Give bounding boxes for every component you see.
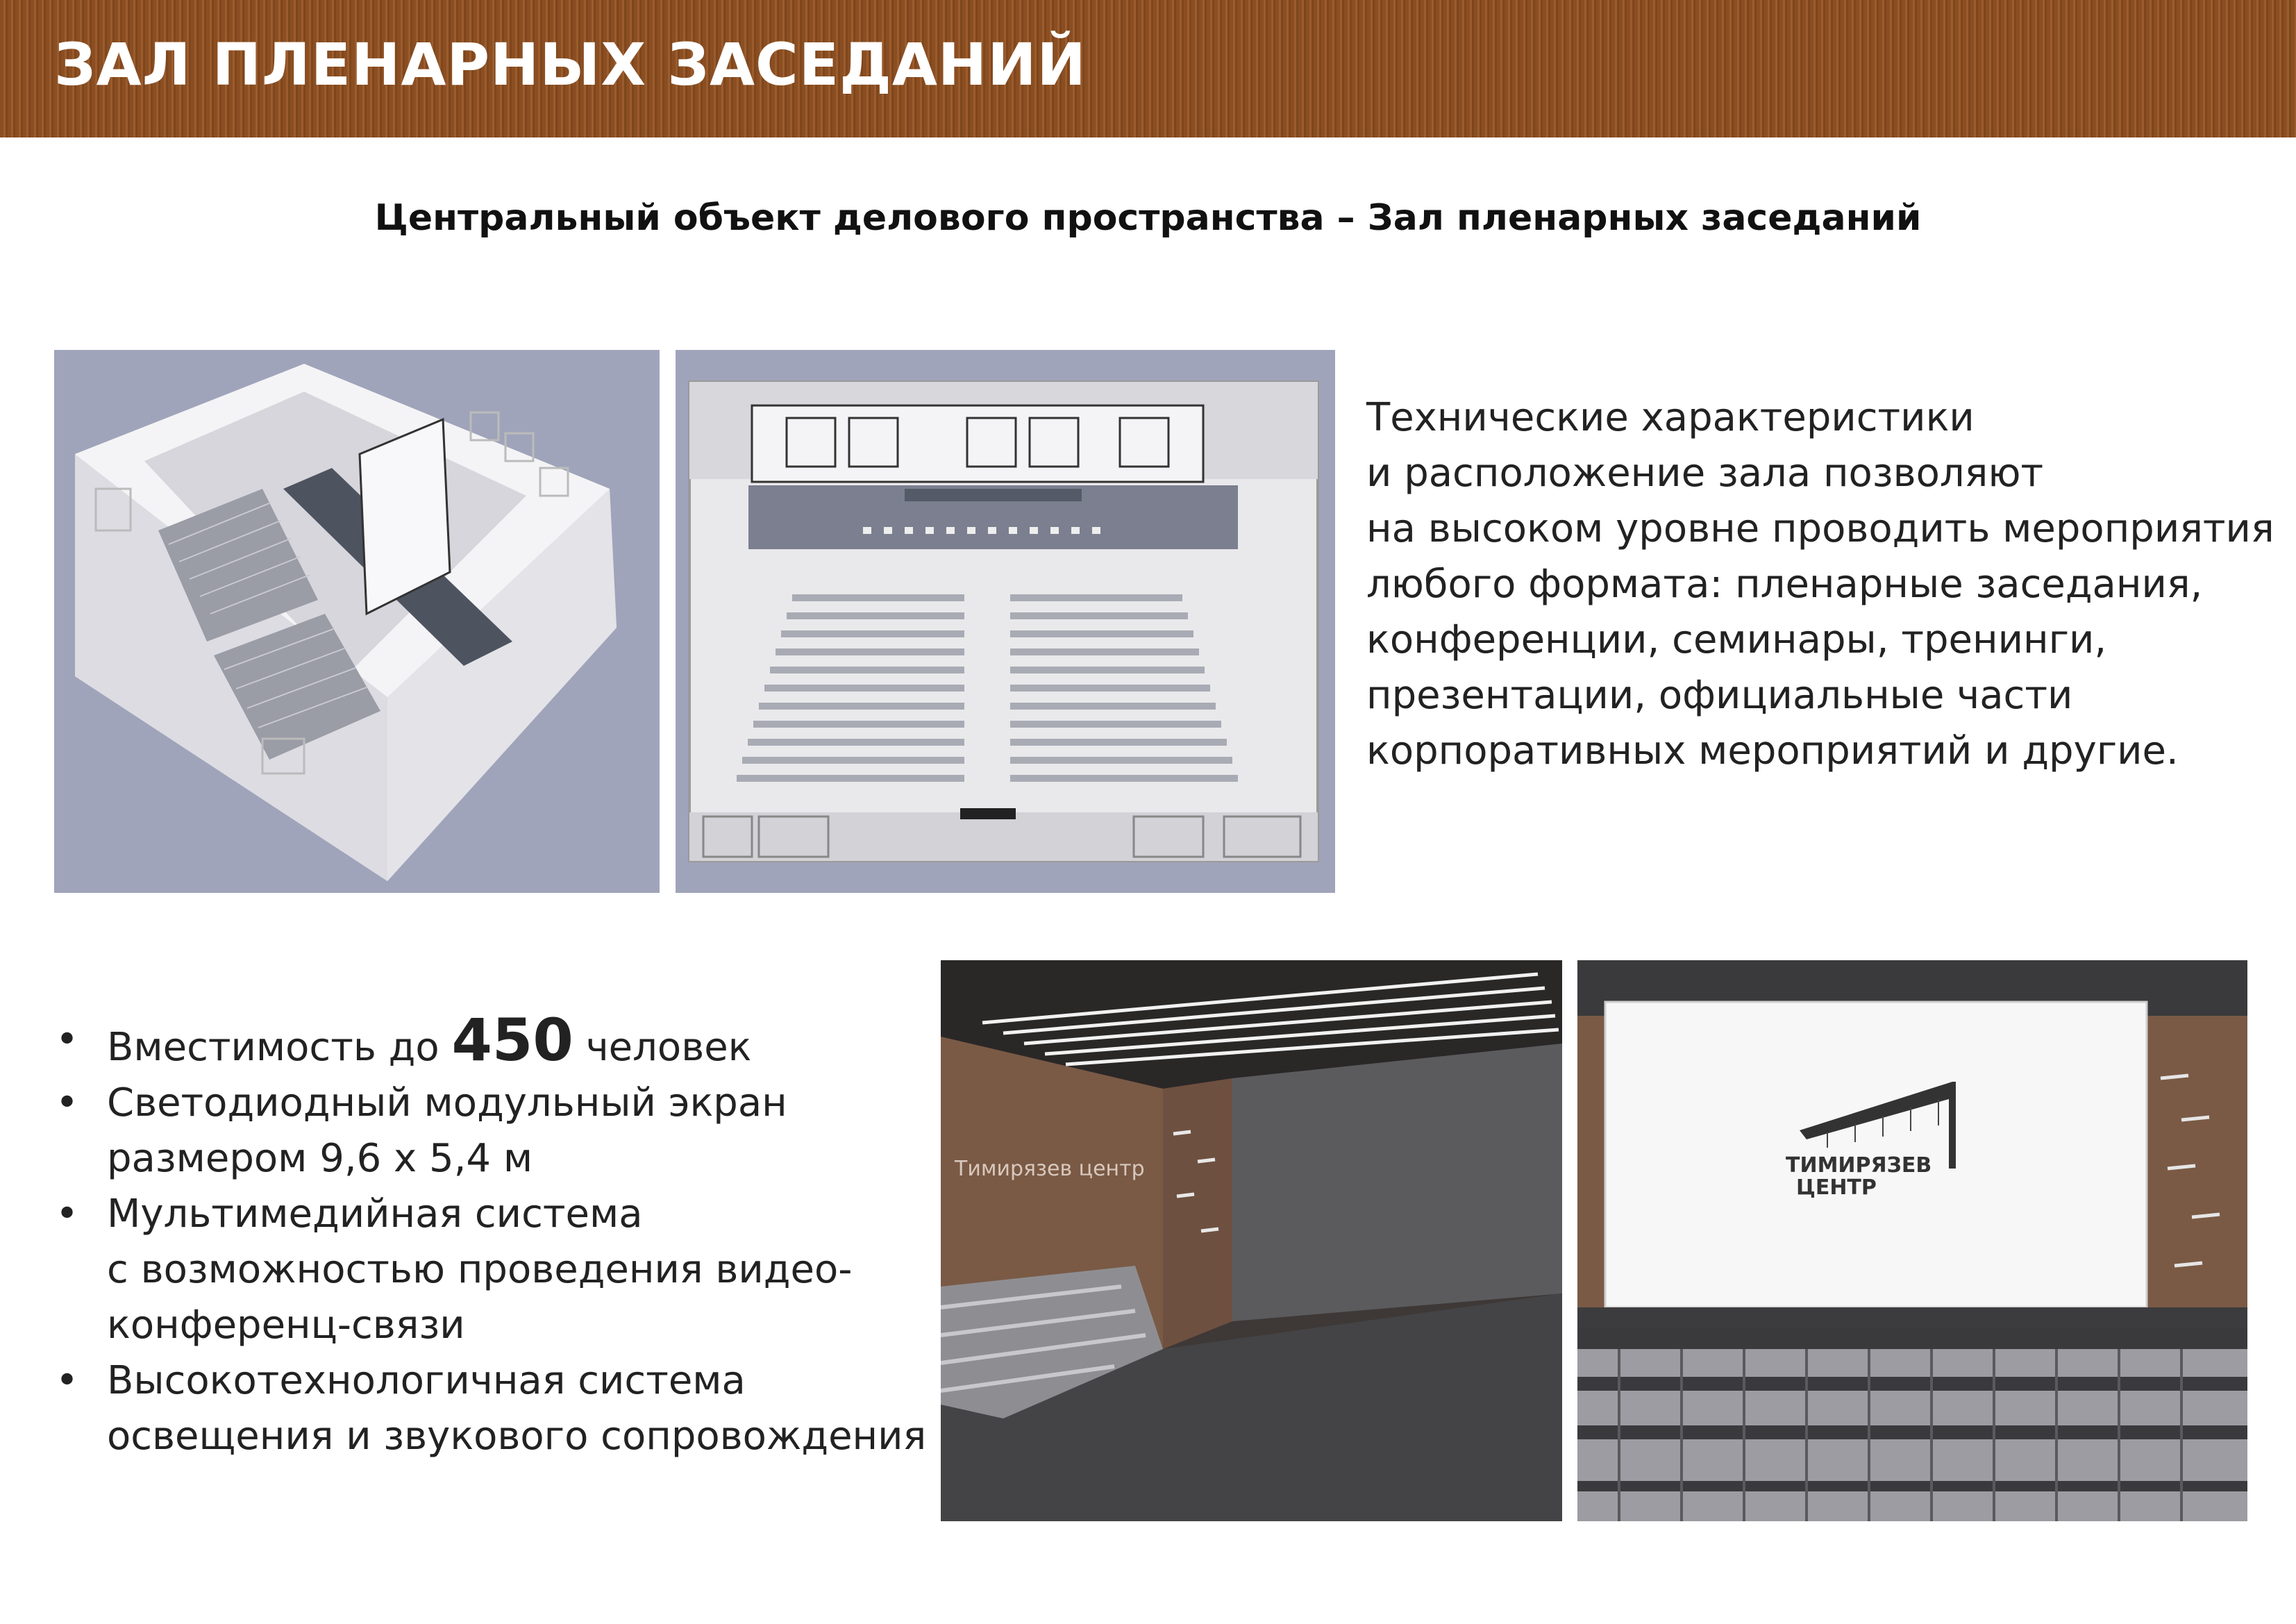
bullet: •: [56, 1017, 79, 1062]
capacity-suffix: человек: [585, 1025, 752, 1070]
description-line: конференции, семинары, тренинги,: [1366, 617, 2107, 662]
description-line: на высоком уровне проводить мероприятия: [1366, 506, 2274, 551]
feature-line: освещения и звукового сопровождения: [107, 1414, 927, 1459]
feature-line: размером 9,6 х 5,4 м: [107, 1136, 533, 1181]
hall-screen-image: [1577, 960, 2247, 1521]
subtitle: Центральный объект делового пространства – Зал пленарных заседаний: [374, 197, 1922, 239]
bullet: •: [56, 1358, 79, 1403]
feature-lighting: [50, 1353, 953, 1464]
description-line: и расположение зала позволяют: [1366, 451, 2044, 496]
feature-line: Мультимедийная система: [107, 1191, 643, 1237]
description-line: корпоративных мероприятий и другие.: [1366, 728, 2179, 773]
description-line: любого формата: пленарные заседания,: [1366, 562, 2203, 607]
page-title: ЗАЛ ПЛЕНАРНЫХ ЗАСЕДАНИЙ: [54, 31, 1087, 99]
feature-line: Светодиодный модульный экран: [107, 1080, 787, 1125]
feature-line: конференц-связи: [107, 1303, 465, 1348]
header-bar: [0, 0, 2296, 137]
features-list: [50, 1006, 953, 1464]
feature-line: с возможностью проведения видео-: [107, 1247, 853, 1292]
floor-plan-image: [676, 350, 1335, 893]
screen-logo-line2: ЦЕНТР: [1796, 1175, 1877, 1200]
isometric-model-image: [54, 350, 660, 893]
description-text: [1366, 390, 2274, 779]
feature-multimedia: [50, 1187, 953, 1353]
bullet: •: [56, 1191, 79, 1237]
description-line: Технические характеристики: [1366, 395, 1975, 440]
description-line: презентации, официальные части: [1366, 673, 2073, 718]
hall-render-image: [941, 960, 1562, 1521]
feature-capacity: [50, 1006, 953, 1075]
wall-sign-text: Тимирязев центр: [955, 1157, 1145, 1181]
capacity-value: 450: [451, 1006, 573, 1074]
capacity-prefix: Вместимость до: [107, 1025, 439, 1070]
feature-screen: [50, 1075, 953, 1187]
bullet: •: [56, 1080, 79, 1125]
feature-line: Высокотехнологичная система: [107, 1358, 746, 1403]
screen-logo-line1: ТИМИРЯЗЕВ: [1786, 1153, 1932, 1178]
